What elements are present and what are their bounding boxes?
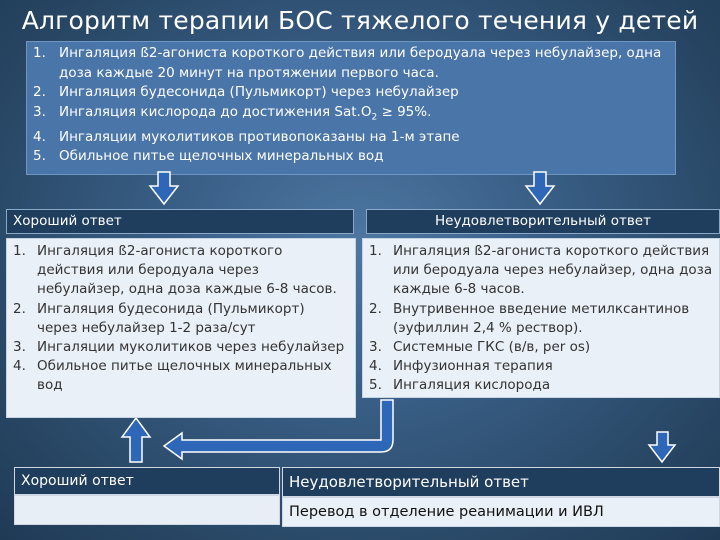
item-text: Ингаляции муколитиков через небулайзер bbox=[37, 339, 345, 356]
poor-response-header: Неудовлетворительный ответ bbox=[366, 209, 720, 234]
list-item bbox=[369, 300, 713, 338]
item-number: 2. bbox=[13, 300, 26, 317]
item-number: 1. bbox=[33, 45, 46, 61]
item-text: Системные ГКС (в/в, per os) bbox=[393, 339, 591, 356]
arrow-down-icon bbox=[649, 432, 675, 462]
item-text: Ингаляция ß2-агониста короткого действия или беродуала через небулайзер, одна доза каждые 6-8 часов. bbox=[37, 243, 337, 298]
item-number: 4. bbox=[33, 128, 46, 145]
item-text: Обильное питье щелочных минеральных вод bbox=[59, 148, 384, 165]
item-text: Ингаляция ß2-агониста короткого действия или беродуала через небулайзер, одна доза каждые 20 минут на протяжении первого часа. bbox=[59, 45, 662, 81]
item-number: 5. bbox=[33, 148, 46, 165]
item-text: Обильное питье щелочных минеральных вод bbox=[37, 358, 332, 394]
item-number: 1. bbox=[13, 243, 26, 259]
item-text: Внутривенное введение метилксантинов (эуфиллин 2,4 % рeствор). bbox=[393, 300, 690, 336]
arrow-up-icon bbox=[122, 418, 150, 462]
final-poor-action: Перевод в отделение реанимации и ИВЛ bbox=[282, 497, 720, 527]
item-text: Ингаляция будесонида (Пульмикорт) через небулайзер bbox=[59, 84, 459, 100]
arrow-down-icon bbox=[526, 172, 554, 204]
list-item bbox=[369, 242, 713, 300]
list-item bbox=[13, 300, 349, 338]
item-text: Ингаляции муколитиков противопоказаны на 1-м этапе bbox=[59, 128, 460, 145]
item-number: 1. bbox=[369, 243, 382, 259]
item-number: 2. bbox=[369, 300, 382, 317]
subscript: 2 bbox=[371, 112, 378, 123]
list-item bbox=[369, 357, 713, 376]
list-item bbox=[369, 338, 713, 357]
item-number: 4. bbox=[13, 358, 26, 375]
list-item bbox=[13, 338, 349, 357]
list-item bbox=[13, 357, 349, 395]
page-title: Алгоритм терапии БОС тяжелого течения у детей bbox=[21, 6, 699, 35]
item-number: 3. bbox=[13, 339, 26, 356]
item-number: 3. bbox=[33, 103, 46, 120]
item-number: 2. bbox=[33, 84, 46, 100]
item-number: 4. bbox=[369, 358, 382, 375]
item-text: Ингаляция ß2-агониста короткого действия или беродуала через небулайзер, одна доза каждые 6-8 часов. bbox=[393, 243, 713, 298]
poor-response-list bbox=[369, 242, 713, 396]
final-good-body bbox=[14, 495, 280, 525]
item-text: ≥ 95%. bbox=[377, 103, 432, 120]
item-text: Инфузионная терапия bbox=[393, 358, 553, 375]
good-response-box bbox=[6, 238, 356, 418]
item-text: Ингаляция будесонида (Пульмикорт) через небулайзер 1-2 раза/сут bbox=[37, 300, 305, 336]
list-item bbox=[369, 376, 713, 395]
item-text: Ингаляция кислорода bbox=[393, 377, 551, 394]
final-good-header: Хороший ответ bbox=[14, 467, 280, 495]
good-response-list bbox=[13, 242, 349, 396]
item-number: 5. bbox=[369, 377, 382, 394]
item-text: Ингаляция кислорода до достижения Sat.O bbox=[59, 103, 372, 120]
arrow-down-icon bbox=[150, 172, 178, 204]
good-response-header: Хороший ответ bbox=[6, 209, 354, 234]
poor-response-box bbox=[362, 238, 720, 398]
item-number: 3. bbox=[369, 339, 382, 356]
final-poor-header: Неудовлетворительный ответ bbox=[282, 467, 720, 497]
list-item bbox=[13, 242, 349, 300]
